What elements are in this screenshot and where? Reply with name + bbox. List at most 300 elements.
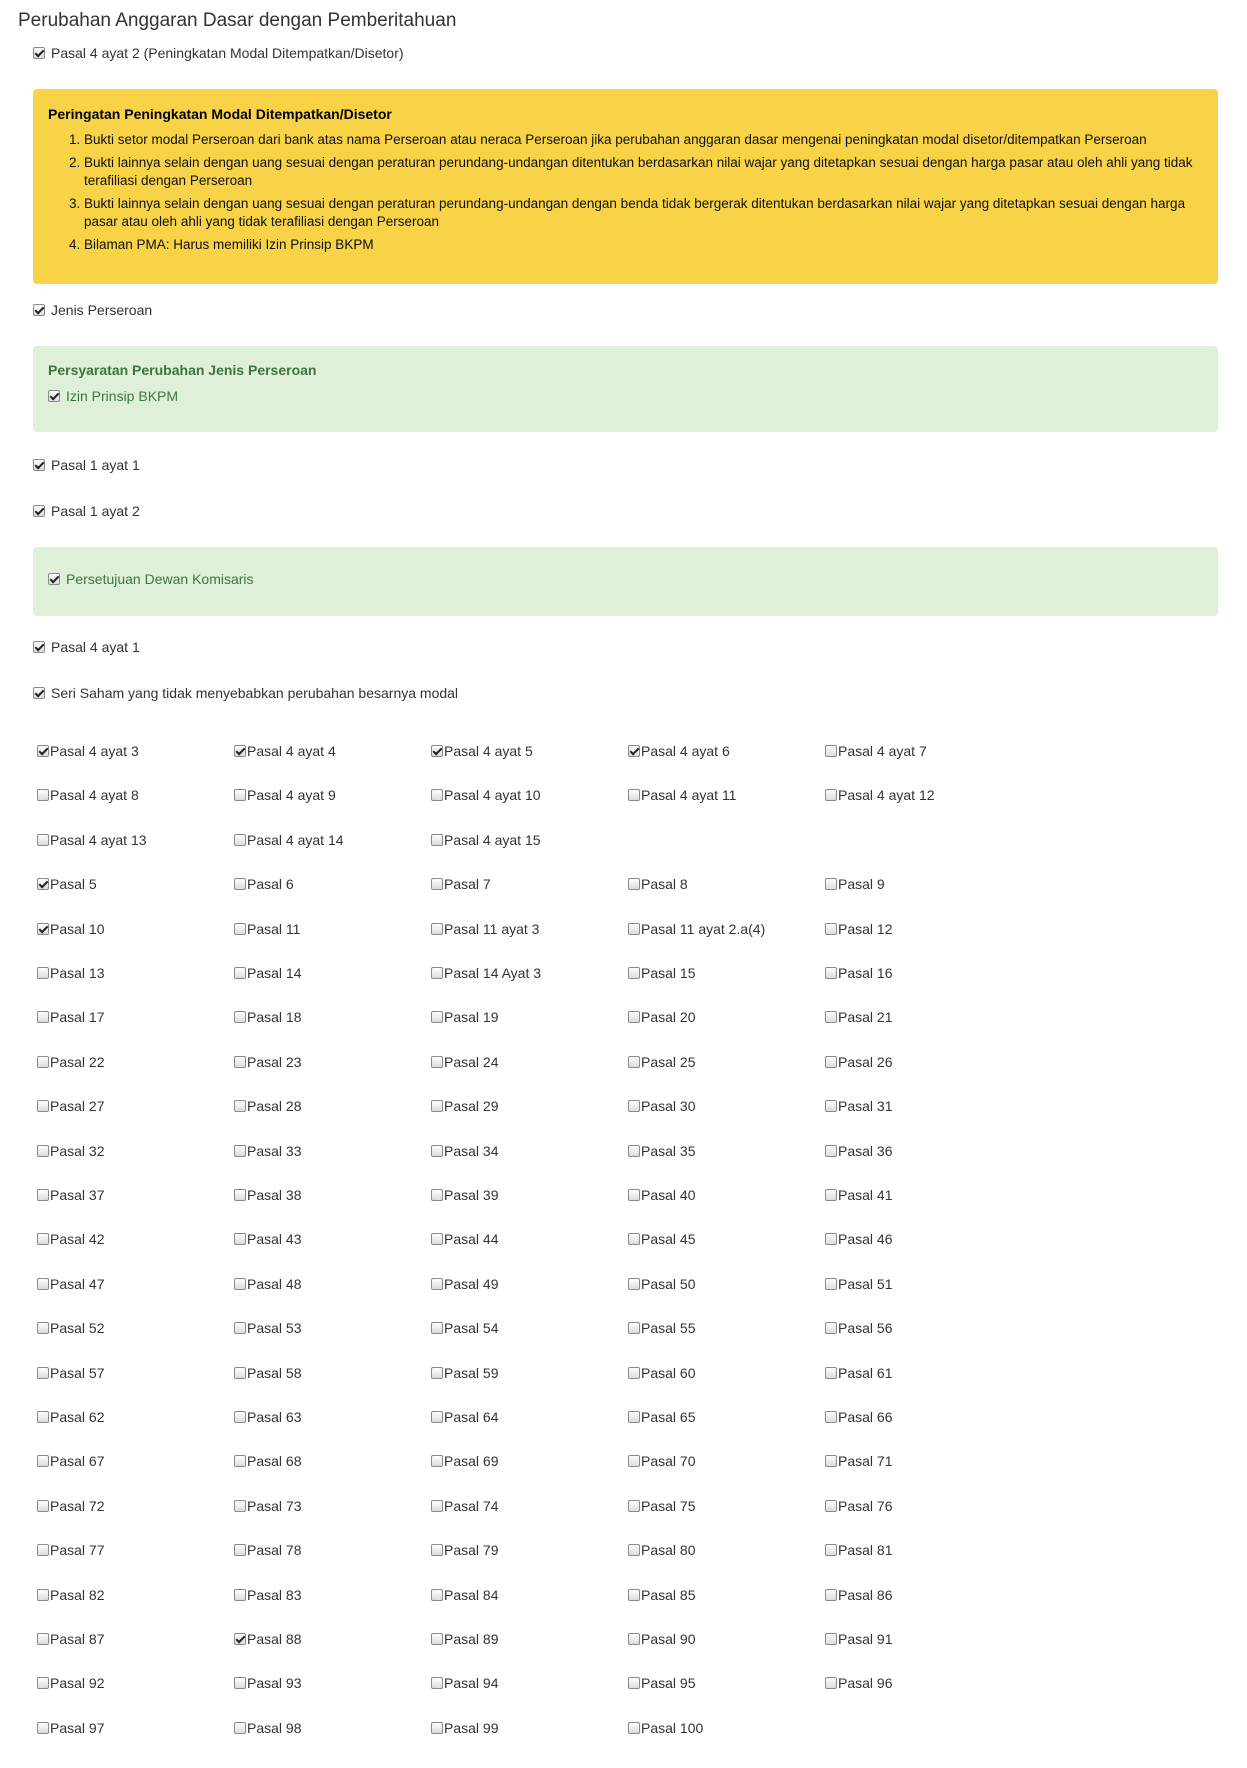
checkbox-label: Pasal 55 xyxy=(641,1320,696,1337)
checkbox[interactable] xyxy=(431,1367,443,1379)
checkbox[interactable] xyxy=(33,687,45,699)
checkbox-label: Pasal 48 xyxy=(247,1275,302,1292)
checkbox[interactable] xyxy=(825,1455,837,1467)
checkbox[interactable] xyxy=(431,1722,443,1734)
checkbox[interactable] xyxy=(431,1411,443,1423)
checkbox[interactable] xyxy=(234,1189,246,1201)
pasal-checkbox-item[interactable] xyxy=(628,1185,828,1205)
pasal-checkbox-item[interactable] xyxy=(431,1496,631,1516)
checkbox[interactable] xyxy=(234,834,246,846)
checkbox-label: Pasal 83 xyxy=(247,1586,302,1603)
checkbox[interactable] xyxy=(825,923,837,935)
pasal-checkbox-item[interactable] xyxy=(628,1052,828,1072)
pasal-checkbox-item[interactable] xyxy=(431,919,631,939)
checkbox[interactable] xyxy=(33,47,45,59)
checkbox-pasal-4-ayat-2[interactable] xyxy=(33,43,404,63)
pasal-checkbox-item[interactable] xyxy=(628,1585,828,1605)
checkbox[interactable] xyxy=(234,1278,246,1290)
checkbox[interactable] xyxy=(825,1145,837,1157)
checkbox-pasal-4-ayat-1[interactable] xyxy=(33,637,140,657)
checkbox[interactable] xyxy=(37,1145,49,1157)
checkbox[interactable] xyxy=(431,1633,443,1645)
checkbox[interactable] xyxy=(825,1589,837,1601)
pasal-checkbox-item[interactable] xyxy=(431,785,631,805)
pasal-checkbox-item[interactable] xyxy=(234,1141,434,1161)
checkbox[interactable] xyxy=(628,789,640,801)
checkbox-label: Jenis Perseroan xyxy=(51,302,153,318)
checkbox[interactable] xyxy=(37,1589,49,1601)
pasal-checkbox-item[interactable] xyxy=(431,741,631,761)
checkbox-label: Pasal 45 xyxy=(641,1231,696,1248)
checkbox[interactable] xyxy=(33,505,45,517)
pasal-checkbox-item[interactable] xyxy=(825,1229,1025,1249)
pasal-checkbox-item[interactable] xyxy=(37,1096,237,1116)
checkbox-label: Pasal 86 xyxy=(838,1586,893,1603)
pasal-checkbox-item[interactable] xyxy=(628,1096,828,1116)
checkbox[interactable] xyxy=(37,1633,49,1645)
pasal-checkbox-item[interactable] xyxy=(431,1629,631,1649)
pasal-checkbox-item[interactable] xyxy=(37,1141,237,1161)
checkbox[interactable] xyxy=(37,1100,49,1112)
checkbox-label: Pasal 67 xyxy=(50,1453,105,1470)
checkbox[interactable] xyxy=(628,923,640,935)
pasal-checkbox-item[interactable] xyxy=(234,1052,434,1072)
pasal-checkbox-item[interactable] xyxy=(37,1185,237,1205)
checkbox-label: Pasal 33 xyxy=(247,1142,302,1159)
checkbox[interactable] xyxy=(825,1100,837,1112)
warning-item: 2. Bukti lainnya selain dengan uang sesuai dengan peraturan perundang-undangan ditentukan berdasarkan nilai wajar yang ditetapkan sesuai dengan harga pasar atau oleh ahli yang tidak terafiliasi dengan Perseroan xyxy=(84,154,1203,190)
pasal-checkbox-item[interactable] xyxy=(825,1052,1025,1072)
pasal-checkbox-item[interactable] xyxy=(628,1318,828,1338)
pasal-checkbox-item[interactable] xyxy=(234,1451,434,1471)
checkbox[interactable] xyxy=(37,1278,49,1290)
checkbox[interactable] xyxy=(234,1367,246,1379)
checkbox-label: Pasal 98 xyxy=(247,1719,302,1736)
checkbox-label: Pasal 46 xyxy=(838,1231,893,1248)
pasal-checkbox-item[interactable] xyxy=(431,1451,631,1471)
pasal-checkbox-item[interactable] xyxy=(37,785,237,805)
page-title: Perubahan Anggaran Dasar dengan Pemberitahuan xyxy=(18,10,457,31)
pasal-checkbox-item[interactable] xyxy=(431,1407,631,1427)
checkbox[interactable] xyxy=(825,1411,837,1423)
pasal-checkbox-item[interactable] xyxy=(431,1585,631,1605)
pasal-checkbox-item[interactable] xyxy=(628,1407,828,1427)
checkbox[interactable] xyxy=(628,1455,640,1467)
checkbox-label: Pasal 54 xyxy=(444,1320,499,1337)
checkbox[interactable] xyxy=(37,1500,49,1512)
checkbox[interactable] xyxy=(825,1500,837,1512)
checkbox-label: Pasal 100 xyxy=(641,1719,704,1736)
pasal-checkbox-item[interactable] xyxy=(37,874,237,894)
checkbox[interactable] xyxy=(825,967,837,979)
pasal-checkbox-item[interactable] xyxy=(234,741,434,761)
checkbox[interactable] xyxy=(825,1544,837,1556)
pasal-checkbox-item[interactable] xyxy=(37,741,237,761)
checkbox[interactable] xyxy=(825,1367,837,1379)
checkbox[interactable] xyxy=(234,1589,246,1601)
checkbox-pasal-1-ayat-1[interactable] xyxy=(33,455,140,475)
checkbox[interactable] xyxy=(37,1411,49,1423)
checkbox-label: Pasal 81 xyxy=(838,1542,893,1559)
checkbox[interactable] xyxy=(33,304,45,316)
checkbox-label: Pasal 24 xyxy=(444,1053,499,1070)
pasal-checkbox-item[interactable] xyxy=(825,1540,1025,1560)
checkbox-label: Pasal 8 xyxy=(641,876,688,893)
pasal-checkbox-item[interactable] xyxy=(825,1274,1025,1294)
pasal-checkbox-item[interactable] xyxy=(628,1629,828,1649)
checkbox-label: Pasal 13 xyxy=(50,965,105,981)
checkbox[interactable] xyxy=(234,1056,246,1068)
checkbox[interactable] xyxy=(37,1544,49,1556)
pasal-checkbox-item[interactable] xyxy=(628,1141,828,1161)
checkbox[interactable] xyxy=(37,1722,49,1734)
checkbox[interactable] xyxy=(234,1722,246,1734)
pasal-checkbox-item[interactable] xyxy=(431,1007,631,1027)
checkbox[interactable] xyxy=(431,1145,443,1157)
pasal-checkbox-item[interactable] xyxy=(234,1540,434,1560)
checkbox-label: Pasal 62 xyxy=(50,1409,105,1425)
checkbox[interactable] xyxy=(825,1677,837,1689)
checkbox[interactable] xyxy=(37,1189,49,1201)
checkbox-label: Pasal 96 xyxy=(838,1675,893,1692)
pasal-checkbox-item[interactable] xyxy=(628,1363,828,1383)
checkbox[interactable] xyxy=(48,390,60,402)
checkbox[interactable] xyxy=(37,878,49,890)
checkbox[interactable] xyxy=(431,1500,443,1512)
pasal-checkbox-item[interactable] xyxy=(825,874,1025,894)
checkbox-label: Pasal 79 xyxy=(444,1542,499,1559)
pasal-checkbox-item[interactable] xyxy=(234,874,434,894)
checkbox[interactable] xyxy=(431,1455,443,1467)
checkbox[interactable] xyxy=(628,1544,640,1556)
pasal-checkbox-item[interactable] xyxy=(234,963,434,983)
pasal-checkbox-item[interactable] xyxy=(431,1718,631,1738)
checkbox[interactable] xyxy=(628,1589,640,1601)
pasal-checkbox-item[interactable] xyxy=(234,1629,434,1649)
pasal-checkbox-item[interactable] xyxy=(825,1407,1025,1427)
pasal-checkbox-item[interactable] xyxy=(37,919,237,939)
checkbox[interactable] xyxy=(48,573,60,585)
checkbox-label: Pasal 9 xyxy=(838,876,885,893)
checkbox-label: Pasal 82 xyxy=(50,1586,105,1603)
checkbox[interactable] xyxy=(628,1677,640,1689)
checkbox-label: Pasal 91 xyxy=(838,1631,893,1647)
pasal-checkbox-item[interactable] xyxy=(431,963,631,983)
checkbox-jenis-perseroan[interactable] xyxy=(33,300,152,320)
pasal-checkbox-item[interactable] xyxy=(628,1007,828,1027)
checkbox[interactable] xyxy=(234,1100,246,1112)
pasal-checkbox-item[interactable] xyxy=(825,1451,1025,1471)
checkbox-label: Pasal 32 xyxy=(50,1142,105,1159)
pasal-checkbox-item[interactable] xyxy=(37,1585,237,1605)
pasal-checkbox-item[interactable] xyxy=(431,1141,631,1161)
checkbox-label: Pasal 44 xyxy=(444,1231,499,1248)
pasal-checkbox-item[interactable] xyxy=(825,963,1025,983)
pasal-checkbox-item[interactable] xyxy=(37,963,237,983)
pasal-checkbox-item[interactable] xyxy=(628,1451,828,1471)
pasal-checkbox-item[interactable] xyxy=(431,1318,631,1338)
checkbox[interactable] xyxy=(825,1322,837,1334)
checkbox[interactable] xyxy=(628,1411,640,1423)
checkbox[interactable] xyxy=(431,1589,443,1601)
pasal-checkbox-item[interactable] xyxy=(234,1363,434,1383)
pasal-checkbox-item[interactable] xyxy=(825,1585,1025,1605)
checkbox[interactable] xyxy=(825,1278,837,1290)
checkbox[interactable] xyxy=(628,1011,640,1023)
pasal-checkbox-item[interactable] xyxy=(628,741,828,761)
checkbox[interactable] xyxy=(431,967,443,979)
checkbox-label: Pasal 80 xyxy=(641,1542,696,1559)
checkbox[interactable] xyxy=(825,1633,837,1645)
checkbox-label: Pasal 50 xyxy=(641,1275,696,1292)
checkbox[interactable] xyxy=(628,1633,640,1645)
checkbox[interactable] xyxy=(37,1455,49,1467)
pasal-checkbox-item[interactable] xyxy=(431,1274,631,1294)
pasal-checkbox-item[interactable] xyxy=(431,1363,631,1383)
checkbox-label: Pasal 85 xyxy=(641,1586,696,1603)
checkbox[interactable] xyxy=(628,1100,640,1112)
checkbox[interactable] xyxy=(37,745,49,757)
pasal-checkbox-item[interactable] xyxy=(431,1229,631,1249)
checkbox[interactable] xyxy=(234,1233,246,1245)
pasal-checkbox-item[interactable] xyxy=(37,1363,237,1383)
checkbox[interactable] xyxy=(628,1189,640,1201)
pasal-checkbox-item[interactable] xyxy=(234,1673,434,1693)
checkbox-label: Pasal 7 xyxy=(444,876,491,893)
checkbox-label: Pasal 21 xyxy=(838,1009,893,1026)
checkbox[interactable] xyxy=(825,1011,837,1023)
pasal-checkbox-item[interactable] xyxy=(37,1496,237,1516)
pasal-checkbox-item[interactable] xyxy=(37,1673,237,1693)
checkbox-label: Pasal 37 xyxy=(50,1187,105,1203)
checkbox[interactable] xyxy=(431,789,443,801)
pasal-checkbox-item[interactable] xyxy=(234,919,434,939)
checkbox[interactable] xyxy=(37,967,49,979)
checkbox-pasal-1-ayat-2[interactable] xyxy=(33,501,140,521)
checkbox[interactable] xyxy=(33,641,45,653)
pasal-checkbox-item[interactable] xyxy=(431,830,631,850)
checkbox-label: Pasal 18 xyxy=(247,1009,302,1026)
checkbox-label: Izin Prinsip BKPM xyxy=(66,388,179,404)
checkbox[interactable] xyxy=(628,1500,640,1512)
checkbox[interactable] xyxy=(431,1233,443,1245)
checkbox[interactable] xyxy=(628,1233,640,1245)
pasal-checkbox-item[interactable] xyxy=(628,919,828,939)
pasal-checkbox-item[interactable] xyxy=(234,1096,434,1116)
checkbox[interactable] xyxy=(628,745,640,757)
checkbox-label: Pasal 11 ayat 2.a(4) xyxy=(641,920,766,937)
checkbox-label: Pasal 66 xyxy=(838,1409,893,1425)
checkbox[interactable] xyxy=(234,745,246,757)
checkbox[interactable] xyxy=(37,1322,49,1334)
checkbox[interactable] xyxy=(234,878,246,890)
pasal-checkbox-item[interactable] xyxy=(825,741,1025,761)
checkbox[interactable] xyxy=(234,1455,246,1467)
checkbox[interactable] xyxy=(234,1677,246,1689)
checkbox[interactable] xyxy=(431,1011,443,1023)
pasal-checkbox-item[interactable] xyxy=(825,1185,1025,1205)
checkbox-seri-saham[interactable] xyxy=(33,683,458,703)
checkbox[interactable] xyxy=(825,878,837,890)
pasal-checkbox-item[interactable] xyxy=(628,1274,828,1294)
checkbox-label: Pasal 14 Ayat 3 xyxy=(444,965,542,981)
pasal-checkbox-item[interactable] xyxy=(825,1496,1025,1516)
pasal-checkbox-item[interactable] xyxy=(825,1096,1025,1116)
pasal-checkbox-item[interactable] xyxy=(628,874,828,894)
pasal-checkbox-item[interactable] xyxy=(431,874,631,894)
checkbox-label: Pasal 56 xyxy=(838,1320,893,1337)
warning-list xyxy=(48,131,1203,254)
checkbox[interactable] xyxy=(37,923,49,935)
pasal-checkbox-item[interactable] xyxy=(234,1007,434,1027)
checkbox[interactable] xyxy=(628,1145,640,1157)
pasal-checkbox-item[interactable] xyxy=(628,785,828,805)
checkbox[interactable] xyxy=(37,1056,49,1068)
pasal-checkbox-item[interactable] xyxy=(431,1096,631,1116)
checkbox[interactable] xyxy=(234,1500,246,1512)
pasal-checkbox-item[interactable] xyxy=(628,1540,828,1560)
checkbox[interactable] xyxy=(234,1633,246,1645)
checkbox[interactable] xyxy=(431,923,443,935)
checkbox-label: Pasal 19 xyxy=(444,1009,499,1026)
pasal-checkbox-item[interactable] xyxy=(825,919,1025,939)
pasal-checkbox-item[interactable] xyxy=(825,785,1025,805)
pasal-checkbox-item[interactable] xyxy=(234,1496,434,1516)
checkbox[interactable] xyxy=(825,789,837,801)
checkbox[interactable] xyxy=(431,1677,443,1689)
checkbox[interactable] xyxy=(431,1322,443,1334)
pasal-checkbox-item[interactable] xyxy=(825,1629,1025,1649)
checkbox[interactable] xyxy=(431,1544,443,1556)
pasal-checkbox-item[interactable] xyxy=(234,1229,434,1249)
pasal-checkbox-item[interactable] xyxy=(234,1318,434,1338)
checkbox[interactable] xyxy=(628,967,640,979)
checkbox-izin-prinsip-bkpm[interactable] xyxy=(48,388,178,404)
checkbox[interactable] xyxy=(37,1367,49,1379)
checkbox-label: Persetujuan Dewan Komisaris xyxy=(66,571,254,587)
checkbox[interactable] xyxy=(37,1677,49,1689)
checkbox[interactable] xyxy=(234,1411,246,1423)
checkbox-label: Pasal 4 ayat 10 xyxy=(444,787,541,804)
pasal-checkbox-item[interactable] xyxy=(825,1363,1025,1383)
checkbox-label: Pasal 47 xyxy=(50,1275,105,1292)
warning-item: 1. Bukti setor modal Perseroan dari bank atas nama Perseroan atau neraca Perseroan jika perubahan anggaran dasar mengenai peningkatan modal disetor/ditempatkan Perseroan xyxy=(84,131,1203,149)
checkbox[interactable] xyxy=(234,1322,246,1334)
pasal-checkbox-item[interactable] xyxy=(37,1540,237,1560)
checkbox-label: Pasal 49 xyxy=(444,1275,499,1292)
checkbox[interactable] xyxy=(37,1233,49,1245)
pasal-checkbox-item[interactable] xyxy=(825,1318,1025,1338)
pasal-checkbox-item[interactable] xyxy=(431,1673,631,1693)
checkbox[interactable] xyxy=(431,1100,443,1112)
checkbox[interactable] xyxy=(825,1233,837,1245)
checkbox[interactable] xyxy=(234,789,246,801)
pasal-checkbox-item[interactable] xyxy=(234,1407,434,1427)
pasal-checkbox-item[interactable] xyxy=(37,1451,237,1471)
checkbox-label: Pasal 4 ayat 9 xyxy=(247,787,336,804)
panel-jenis-perseroan xyxy=(33,346,1218,432)
pasal-checkbox-item[interactable] xyxy=(825,1141,1025,1161)
pasal-checkbox-item[interactable] xyxy=(234,1718,434,1738)
pasal-checkbox-item[interactable] xyxy=(431,1185,631,1205)
checkbox[interactable] xyxy=(37,834,49,846)
checkbox[interactable] xyxy=(628,1278,640,1290)
pasal-checkbox-item[interactable] xyxy=(234,1274,434,1294)
checkbox[interactable] xyxy=(825,1189,837,1201)
pasal-checkbox-item[interactable] xyxy=(37,1318,237,1338)
pasal-checkbox-item[interactable] xyxy=(234,1185,434,1205)
pasal-checkbox-item[interactable] xyxy=(628,1673,828,1693)
checkbox[interactable] xyxy=(431,878,443,890)
pasal-checkbox-item[interactable] xyxy=(431,1540,631,1560)
checkbox[interactable] xyxy=(628,1367,640,1379)
checkbox[interactable] xyxy=(431,1056,443,1068)
checkbox[interactable] xyxy=(234,1544,246,1556)
pasal-checkbox-item[interactable] xyxy=(37,830,237,850)
checkbox[interactable] xyxy=(825,1056,837,1068)
checkbox-label: Pasal 12 xyxy=(838,920,893,937)
pasal-checkbox-item[interactable] xyxy=(825,1673,1025,1693)
checkbox-label: Pasal 35 xyxy=(641,1142,696,1159)
checkbox[interactable] xyxy=(37,789,49,801)
checkbox-label: Pasal 31 xyxy=(838,1098,893,1115)
checkbox-label: Pasal 4 ayat 2 (Peningkatan Modal Ditempatkan/Disetor) xyxy=(51,45,404,61)
checkbox[interactable] xyxy=(628,1056,640,1068)
checkbox-label: Pasal 4 ayat 12 xyxy=(838,787,935,804)
pasal-checkbox-item[interactable] xyxy=(37,1407,237,1427)
checkbox[interactable] xyxy=(234,967,246,979)
checkbox-label: Pasal 26 xyxy=(838,1053,893,1070)
pasal-checkbox-item[interactable] xyxy=(234,830,434,850)
checkbox[interactable] xyxy=(33,459,45,471)
pasal-checkbox-item[interactable] xyxy=(234,1585,434,1605)
pasal-checkbox-item[interactable] xyxy=(628,963,828,983)
pasal-checkbox-item[interactable] xyxy=(628,1229,828,1249)
checkbox[interactable] xyxy=(37,1011,49,1023)
checkbox[interactable] xyxy=(628,1322,640,1334)
checkbox[interactable] xyxy=(628,878,640,890)
checkbox[interactable] xyxy=(431,1189,443,1201)
pasal-checkbox-item[interactable] xyxy=(825,1007,1025,1027)
checkbox[interactable] xyxy=(628,1722,640,1734)
pasal-checkbox-item[interactable] xyxy=(37,1007,237,1027)
checkbox[interactable] xyxy=(825,745,837,757)
checkbox-label: Pasal 76 xyxy=(838,1497,893,1514)
pasal-checkbox-item[interactable] xyxy=(37,1718,237,1738)
checkbox-label: Pasal 5 xyxy=(50,876,97,893)
checkbox-label: Pasal 53 xyxy=(247,1320,302,1337)
pasal-checkbox-item[interactable] xyxy=(37,1274,237,1294)
pasal-checkbox-item[interactable] xyxy=(628,1496,828,1516)
checkbox[interactable] xyxy=(431,1278,443,1290)
checkbox[interactable] xyxy=(234,923,246,935)
checkbox[interactable] xyxy=(431,745,443,757)
pasal-checkbox-item[interactable] xyxy=(234,785,434,805)
checkbox-persetujuan-dewan-komisaris[interactable] xyxy=(48,571,254,587)
checkbox-label: Pasal 75 xyxy=(641,1497,696,1514)
pasal-checkbox-item[interactable] xyxy=(431,1052,631,1072)
pasal-checkbox-item[interactable] xyxy=(37,1229,237,1249)
pasal-checkbox-item[interactable] xyxy=(628,1718,828,1738)
checkbox-label: Pasal 20 xyxy=(641,1009,696,1026)
checkbox-label: Pasal 69 xyxy=(444,1453,499,1470)
checkbox-label: Pasal 95 xyxy=(641,1675,696,1692)
checkbox[interactable] xyxy=(431,834,443,846)
checkbox[interactable] xyxy=(234,1011,246,1023)
pasal-checkbox-item[interactable] xyxy=(37,1629,237,1649)
checkbox[interactable] xyxy=(234,1145,246,1157)
pasal-checkbox-item[interactable] xyxy=(37,1052,237,1072)
